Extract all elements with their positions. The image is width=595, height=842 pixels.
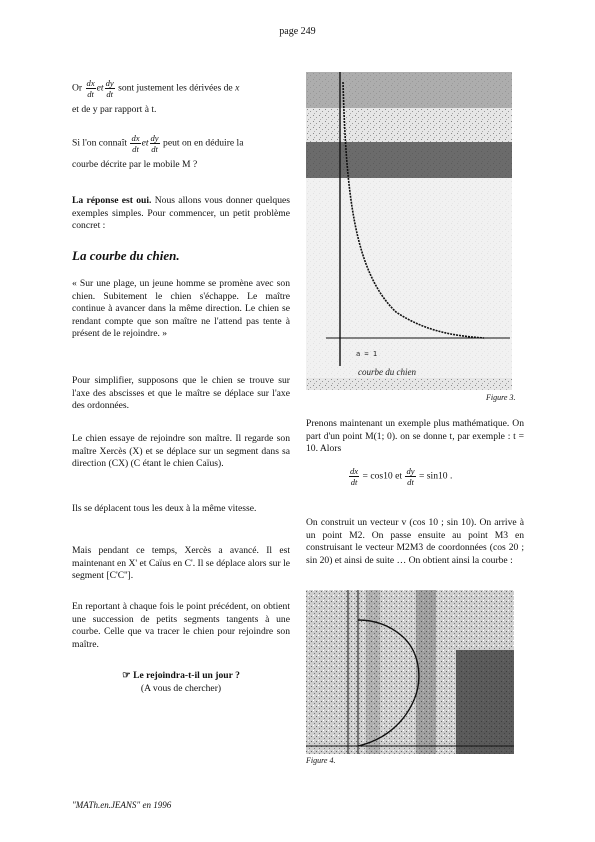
derivatives-paragraph: Or $\frac{dx}{dt}$ et $\frac{dy}{dt}$ sont justement les dérivées de x et de y par rapport à t.: [72, 78, 240, 115]
advance-paragraph: Mais pendant ce temps, Xercès a avancé. Il est maintenant en X' et Caïus en C'. Il se déplace alors sur le segment [C'C''].: [72, 545, 290, 582]
story-quote: « Sur une plage, un jeune homme se promène avec son chien. Subitement le chien s'échappe. Le maître continue à avancer dans la même direction. Le chien se rendant compte que son maître ne l'attend pas tente à présent de le rejoindre. »: [72, 278, 290, 340]
figure-3-caption: Figure 3.: [486, 393, 516, 402]
figure-3-label-a: a = 1: [356, 350, 378, 358]
footer: "MATh.en.JEANS" en 1996: [72, 800, 172, 810]
answer-paragraph: La réponse est oui. Nous allons vous donner quelques exemples simples. Pour commencer, un petit problème concret :: [72, 195, 290, 232]
section-heading: La courbe du chien.: [72, 248, 180, 263]
example-paragraph: Prenons maintenant un exemple plus mathématique. On part d'un point M(1; 0). on se donne t, par exemple : t = 10. Alors: [306, 418, 524, 455]
figure-3-image: [306, 72, 512, 390]
final-question-sub: (A vous de chercher): [140, 682, 222, 694]
simplify-paragraph: Pour simplifier, supposons que le chien se trouve sur l'axe des abscisses et que le maître se déplace sur l'axe des ordonnées.: [72, 375, 290, 412]
figure-4-caption: Figure 4.: [306, 756, 336, 765]
construction-paragraph: On construit un vecteur v (cos 10 ; sin 10). On arrive à un point M2. On passe ensuite au point M3 en construisant le vecteur M2M3 de coordonnées (cos 20 ; sin 20) et ainsi de suite … On obtient ainsi la courbe :: [306, 517, 524, 566]
fraction-dy-dt: $\frac{dy}{dt}$: [105, 78, 114, 99]
equation-line: $\frac{dx}{dt}$ = cos10 et $\frac{dy}{dt}$ = sin10 .: [350, 466, 453, 487]
speed-paragraph: Ils se déplacent tous les deux à la même vitesse.: [72, 503, 257, 514]
figure-4-image: [306, 590, 514, 754]
chase-paragraph: Le chien essaye de rejoindre son maître. Il regarde son maître Xercès (X) et se déplace sur un segment dans sa direction (CX) (C étant le chien Caïus).: [72, 433, 290, 470]
final-question: ☞ Le rejoindra-t-il un jour ?: [122, 670, 240, 681]
page-number: page 249: [279, 26, 316, 37]
figure-3-label-curve: courbe du chien: [358, 367, 416, 377]
curve-paragraph: En reportant à chaque fois le point précédent, on obtient une succession de petits segments tangents à une courbe. Celle que va tracer le chien pour rejoindre son maître.: [72, 601, 290, 650]
question-paragraph: Si l'on connaît $\frac{dx}{dt}$ et $\frac{dy}{dt}$ peut on en déduire la courbe décrite par le mobile M ?: [72, 133, 244, 170]
figure-3-drawing: [306, 72, 512, 390]
fraction-dx-dt: $\frac{dx}{dt}$: [86, 78, 95, 99]
question-block: [72, 670, 290, 695]
figure-4-drawing: [306, 590, 514, 754]
